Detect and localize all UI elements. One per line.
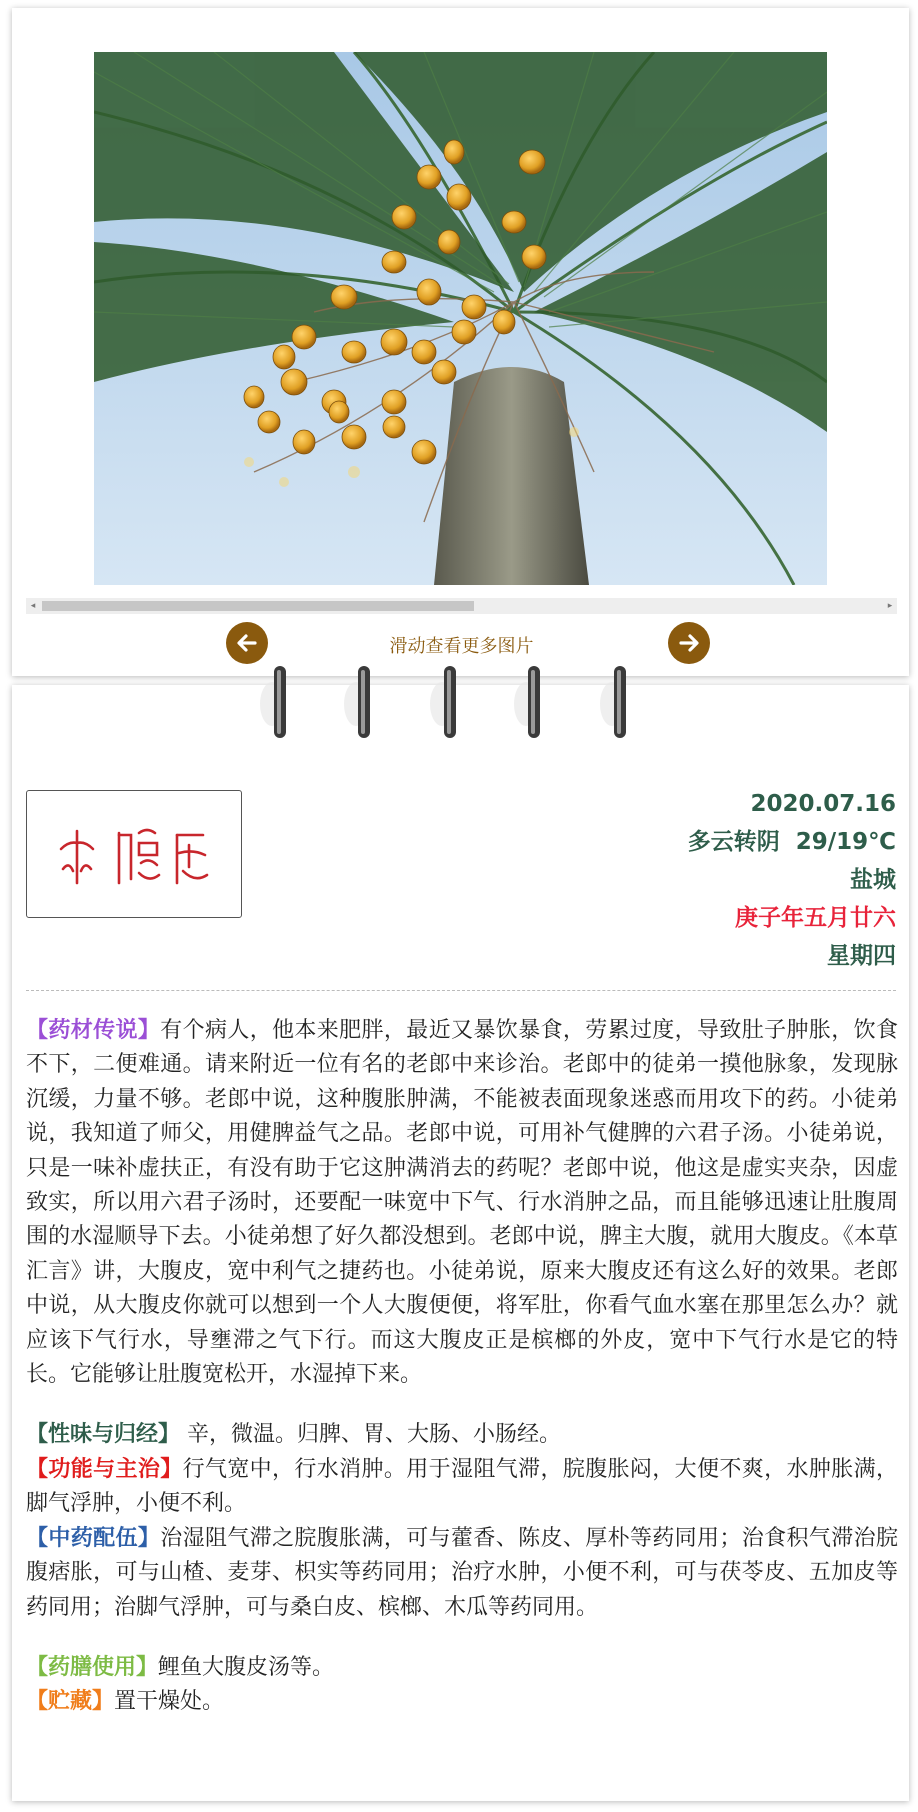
gallery-card bbox=[12, 8, 909, 676]
binding-ring-icon bbox=[258, 662, 294, 742]
taste-paragraph bbox=[26, 1418, 898, 1452]
function-paragraph bbox=[26, 1453, 898, 1522]
storage-paragraph bbox=[26, 1685, 898, 1719]
storage-text: 置干燥处。 bbox=[114, 1689, 225, 1715]
storage-label: 【贮藏】 bbox=[26, 1689, 115, 1715]
taste-text: 辛，微温。归脾、胃、大肠、小肠经。 bbox=[180, 1422, 562, 1448]
combination-paragraph bbox=[26, 1522, 898, 1625]
legend-paragraph bbox=[26, 1014, 898, 1392]
herb-article bbox=[26, 1014, 898, 1720]
legend-text: 有个病人，他本来肥胖，最近又暴饮暴食，劳累过度，导致肚子肿胀，饮食不下，二便难通。请来附近一位有名的老郎中来诊治。老郎中的徒弟一摸他脉象，发现脉沉缓，力量不够。老郎中说，这种腹胀肿满，不能被表面现象迷惑而用攻下的药。小徒弟说，我知道了师父，用健脾益气之品。老郎中说，可用补气健脾的六君子汤。小徒弟说，只是一味补虚扶正，有没有助于它这肿满消去的药呢？老郎中说，他这是虚实夹杂，因虚致实，所以用六君子汤时，还要配一味宽中下气、行水消肿之品，而且能够迅速让肚腹周围的水湿顺导下去。小徒弟想了好久都没想到。老郎中说，脾主大腹，就用大腹皮。《本草汇言》讲，大腹皮，宽中利气之捷药也。小徒弟说，原来大腹皮还有这么好的效果。老郎中说，从大腹皮你就可以想到一个人大腹便便，将军肚，你看气血水塞在那里怎么办？就应该下气行水，导壅滞之气下行。而这大腹皮正是槟榔的外皮，宽中下气行水是它的特长。它能够让肚腹宽松开，水湿掉下来。 bbox=[26, 1018, 898, 1388]
combination-label: 【中药配伍】 bbox=[26, 1525, 161, 1551]
diet-paragraph bbox=[26, 1651, 898, 1685]
function-label: 【功能与主治】 bbox=[26, 1456, 183, 1482]
diet-label: 【药膳使用】 bbox=[26, 1654, 159, 1680]
scrollbar-thumb[interactable] bbox=[42, 601, 474, 611]
herb-seal-title bbox=[26, 790, 242, 918]
binding-ring-icon bbox=[512, 662, 548, 742]
seal-script-calligraphy bbox=[27, 791, 241, 917]
arrow-right-icon bbox=[677, 631, 701, 655]
diet-text: 鲤鱼大腹皮汤等。 bbox=[158, 1654, 335, 1680]
legend-label: 【药材传说】 bbox=[26, 1018, 161, 1043]
combination-text: 治湿阻气滞之脘腹胀满，可与藿香、陈皮、厚朴等药同用；治食积气滞治脘腹痞胀，可与山楂、麦芽、枳实等药同用；治疗水肿，小便不利，可与茯苓皮、五加皮等药同用；治脚气浮肿，可与桑白皮、槟榔、木瓜等药同用。 bbox=[26, 1525, 898, 1620]
lunar-date-text: 庚子年五月廿六 bbox=[735, 905, 896, 931]
function-text: 行气宽中，行水消肿。用于湿阻气滞，脘腹胀闷，大便不爽，水肿胀满，脚气浮肿，小便不利。 bbox=[26, 1456, 898, 1517]
weather-text: 多云转阴 29/19℃ bbox=[687, 829, 896, 855]
binding-ring-icon bbox=[428, 662, 464, 742]
city-text: 盐城 bbox=[850, 867, 896, 893]
taste-label: 【性味与归经】 bbox=[26, 1422, 181, 1448]
dashed-divider bbox=[26, 990, 896, 991]
binding-rings bbox=[258, 662, 658, 742]
date-text: 2020.07.16 bbox=[750, 791, 896, 817]
areca-palm-photo[interactable] bbox=[94, 52, 827, 585]
next-image-button[interactable] bbox=[668, 622, 710, 664]
date-weather-block bbox=[476, 785, 896, 975]
weekday-text: 星期四 bbox=[827, 943, 896, 969]
gallery-scrollbar[interactable] bbox=[26, 598, 897, 614]
binding-ring-icon bbox=[598, 662, 634, 742]
scroll-right-icon[interactable]: ▸ bbox=[887, 601, 893, 611]
binding-ring-icon bbox=[342, 662, 378, 742]
swipe-hint: 滑动查看更多图片 bbox=[389, 636, 534, 657]
areca-palm-image bbox=[94, 52, 827, 585]
gallery-nav bbox=[26, 620, 897, 666]
scroll-left-icon[interactable]: ◂ bbox=[30, 601, 36, 611]
